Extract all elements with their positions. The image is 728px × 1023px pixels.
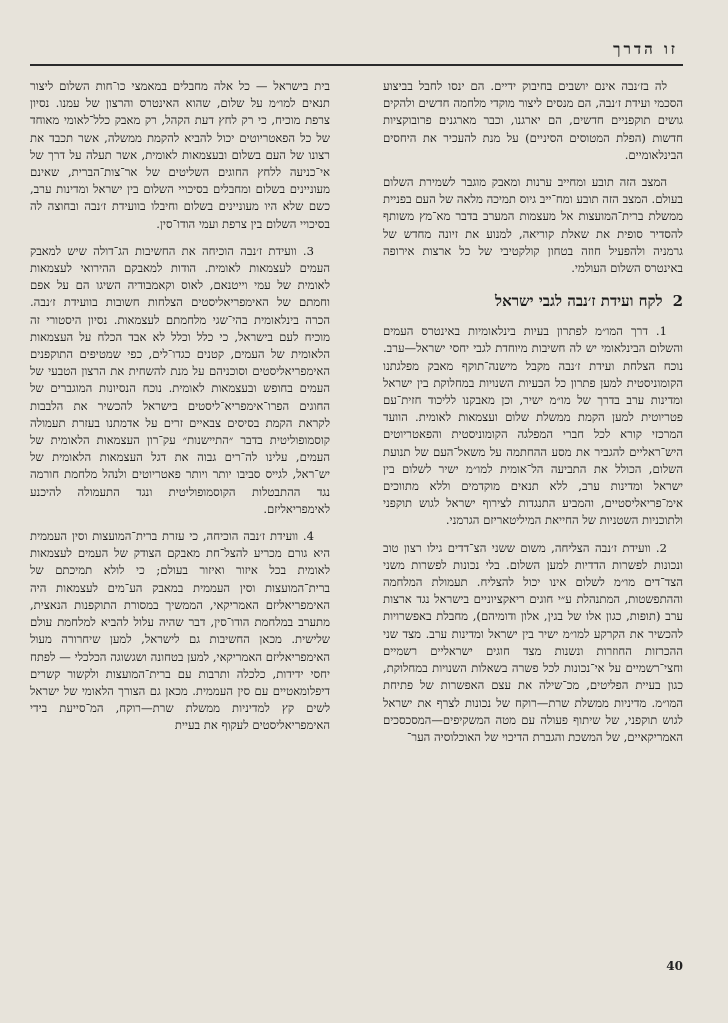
paragraph: 4. וועידת ז׳נבה הוכיחה, כי עזרת ברית־המועצות וסין העממית היא גורם מכריע להצל־חת מאבקם הצודק של העמים לעצמאות לאומית בכל איזור ואיזור בעולם; כי לולא תמיכתם של ברית־המועצות וסין העממית במאבק הע־מים לעצמאות היה האימפריאליזם האמריקאי, הממשיך במסורת התוקפנות הנאצית, מתערב במלחמת הודו־סין, דבר שהיה עלול להביא למלחמת עולם שלישית. מכאן החשיבות גם לישראל, למען שיחרורה מעול האימפריאליזם האמריקאי, למען בטחונה ושגשוגה הכלכלי — לפתח יחסי ידידות, כלכלה ותרבות עם ברית־המועצות ולקשור קשרים דיפלומאטיים עם סין העממית. מכאן גם הצורך הלאומי של ישראל לשים קץ למדיניות ממשלת שרת—רוקח, המ־סייעת בידי האימפריאליסטים לעקוף את בעיית xyxy=(30,529,330,733)
header-rule xyxy=(30,64,683,66)
section-title: לקח ועידת ז׳נבה לגבי ישראל xyxy=(495,292,663,311)
paragraph: המצב הזה תובע ומחייב ערנות ומאבק מוגבר לשמירת השלום בעולם. המצב הזה תובע ומח־ייב גיוס תמיכה מלאה של העם בפניית ממשלת ברית־המועצות אל מעצמות המערב בדבר מא־מץ משותף להסדיר סופית את שאלת קוריאה, למנוע את זיונה מחדש של גרמניה ולהפעיל חוזה בטחון קולקטיבי של כל ארצות אירופה באינטרס השלום העולמי. xyxy=(383,175,683,276)
right-column xyxy=(383,78,683,746)
paragraph: 3. וועידת ז׳נבה הוכיחה את החשיבות הג־דולה שיש למאבק העמים לעצמאות לאומית. הודות למאבקם ההירואי לעצמאות לאומית של עמי וייטנאם, לאוס וקאמבודיה השיגו הם על אפם וחמתם של האימפריאליסטים הצלחות חשובות בוועידת ז׳נבה. הכרה בינלאומית בהי־שגי מלחמתם לעצמאות. נסיון היסטורי זה מוכיח לעם בישראל, כי כלל וכלל לא אבד הכלח על העצמאות הלאומית של העמים, קטנים כגדו־לים, כפי שמטיפים התוקפנים האימפריאליסטים וסוכניהם על מנת להשחית את הרצון הטבעי של העמים בחופש ובעצמאות לאומית. נוכח הנסיונות המוגברים של החוגים הפרו־אימפריא־ליסטים בישראל להכשיר את הלבבות לקראת הקמת בסיסים צבאיים זרים על אדמתנו בעזרת תעמולה קוסמופוליטית בדבר ״התיישנות״ עק־רון העצמאות הלאומית של העמים, עלינו לה־רים גבוה את דגל העצמאות הלאומית של יש־ראל, לגייס סביבו יותר ויותר פאטריוטים ולנהל מלחמת חורמה נגד ההתבטלות הקוסמופוליטית ונגד התעמולה להיכנע לאימפריאליזם. xyxy=(30,243,330,516)
left-column xyxy=(30,78,330,735)
paragraph: לה בז׳נבה אינם יושבים בחיבוק ידיים. הם ינסו לחבל בביצוע הסכמי ועידת ז׳נבה, הם מנסים ליצור מוקדי מלחמה חדשים ולהקים גושים תוקפניים חדשים, הם יארגנו, וכבר מארגנים פרובוקציות חדשות (הפלת המטוסים הסיניים) על מנת להעכיר את היחסים הבינלאומיים. xyxy=(383,79,683,162)
section-number: 2 xyxy=(672,292,683,311)
paragraph: 1. דרך המו״מ לפתרון בעיות בינלאומיות באינטרס העמים והשלום הבינלאומי יש לה חשיבות מיוחדת לגבי יחסי ישראל—ערב. נוכח הצלחת ועידת ז׳נבה מקבל מישנה־תוקף מאבק מפלגתנו הקומוניסטית למען פתרון כל הבעיות השנויות במחלוקת בין ישראל ומדינות ערב בדרך של מו״מ ישיר, וכן מאבקנו לליכוד חזית־עם פטריוטית למען הקמת ממשלת שלום ועצמאות לאומית. הוועד המרכזי קורא לכל חברי המפלגה הקומוניסטית והפאטריוטים היש־ראליים להגביר את מסע ההחתמה על משאל־העם של תנועת השלום, הכולל את התביעה הל־אומית למו״מ ישיר לשלום בין ישראל ומדינות ערב, ללא תנאים מוקדמים וללא מתווכים אימ־פריאליסטיים, והמביע התנגדות לצירוף ישראל לגוש תוקפני ולתוכניות השטניות של החייאת המיליטאריזם הגרמני. xyxy=(383,324,683,528)
section-heading xyxy=(383,291,683,311)
paragraph: 2. וועידת ז׳נבה הצליחה, משום ששני הצ־דדים גילו רצון טוב ונכונות לפשרות הדדיות למען השלום. בלי נכונות לפשרות משני הצד־דים מו״מ לשלום אינו יכול להצליח. תעמולת המלחמה וההתפשטות, המתנהלת ע״י חוגים ריאקציוניים בישראל נגד ארצות ערב (תופות, כגון אלו של בגין, אלון ודומיהם), מחבלת באפשרויות להכשיר את הקרקע למו״מ ישיר בין ישראל ומדינות ערב. מצד שני ההכרזות החוזרות ונשנות מצד חוגים ישראליים רשמיים וחצי־רשמיים על אי־נכונות לכל פשרה בשאלות השנויות במחלוקת, כגון בעיית הפליטים, מכ־שילה את עצם האפשרות של פתיחת המו״מ. מדיניות ממשלת שרת—רוקח של נכונות לצרף את ישראל לגוש תוקפני, של שיתוף פעולה עם מטה המשקיפים—המסכסכים האמריקאיים, של המשכת והגברת הדיכוי של האוכלוסיה הער־ xyxy=(383,540,683,744)
page-number: 40 xyxy=(666,959,683,973)
running-head: זו הדרך xyxy=(613,40,678,58)
paragraph: בית בישראל — כל אלה מחבלים במאמצי כו־חות השלום ליצור תנאים למו״מ על שלום, שהוא האינטרס והרצון של עמנו. נסיון צרפת מוכיח, כי רק לחץ דעת הקהל, רק מאבק כלל־לאומי מאוחד של כל הפאטריוטים יכול להביא להקמת ממשלה, אשר תכבד את רצונו של העם בשלום ובעצמאות לאומית, אשר תעלה על דרך של אי־כניעה ללחץ החוגים השליטים של אר־צות־הברית, שאינם מעוניינים בשלום ומחבלים בסיכויי השלום בין ישראל ומדינות ערב, כשם שלא היו מעוניינים בשלום וחיבלו בוועידת ז׳נבה ובחוצה לה בסיכויי השלום בין צרפת ועמי הודו־סין. xyxy=(30,79,330,231)
